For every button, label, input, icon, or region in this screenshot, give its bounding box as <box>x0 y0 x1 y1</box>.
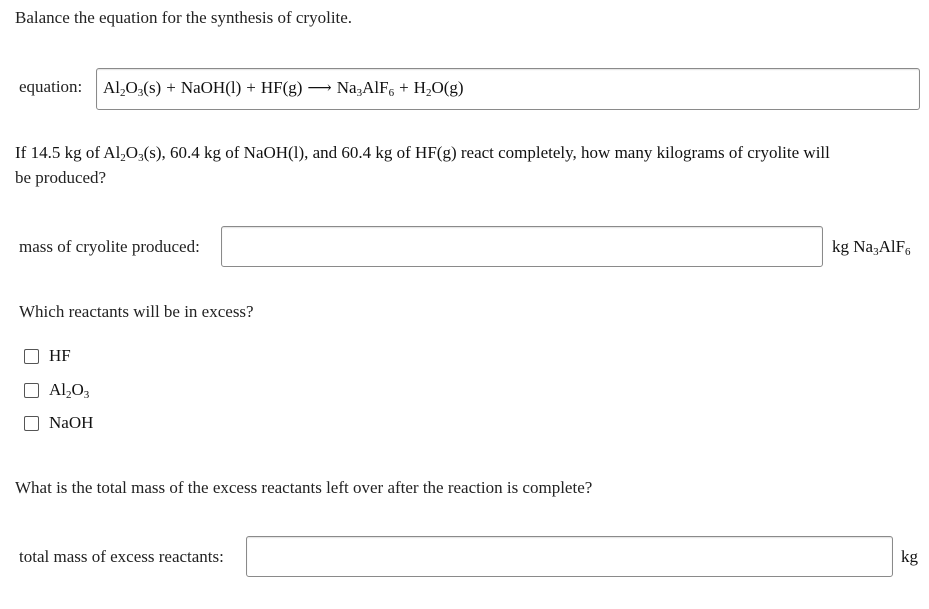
question-1-prompt: Balance the equation for the synthesis of cryolite. <box>15 8 353 27</box>
equation-text <box>103 78 464 98</box>
naoh-checkbox-label: NaOH <box>49 413 94 432</box>
eq-plus-1: + <box>166 78 176 97</box>
eq-plus-2: + <box>246 78 256 97</box>
question-3-prompt: Which reactants will be in excess? <box>19 302 254 321</box>
equation-label: equation: <box>19 77 83 96</box>
eq-na-sub: 3 <box>356 87 363 99</box>
unit-kg: kg <box>832 237 849 256</box>
eq-h: H <box>413 78 426 97</box>
eq-al: Al <box>103 78 120 97</box>
hf-checkbox[interactable] <box>24 349 39 364</box>
eq-h2o-rest: O(g) <box>431 78 464 97</box>
unit-alf: AlF <box>878 237 906 256</box>
eq-arrow: ⟶ <box>307 78 332 97</box>
unit-na: Na <box>853 237 874 256</box>
opt-al-sub: 2 <box>66 389 72 401</box>
al2o3-checkbox[interactable] <box>24 383 39 398</box>
q2-al-sub: 2 <box>120 152 126 164</box>
excess-mass-label: total mass of excess reactants: <box>19 547 224 566</box>
al2o3-checkbox-label <box>49 380 89 400</box>
opt-o-sub: 3 <box>83 389 90 401</box>
eq-f-sub: 6 <box>388 87 395 99</box>
q2-o: O <box>125 143 139 162</box>
cryolite-mass-unit <box>832 237 911 257</box>
unit-f-sub: 6 <box>905 246 911 258</box>
eq-h-sub: 2 <box>425 87 432 99</box>
eq-al2o3-state: (s) <box>143 78 162 97</box>
opt-al: Al <box>49 380 66 399</box>
q2-o-sub: 3 <box>138 152 144 164</box>
excess-mass-unit: kg <box>901 547 918 566</box>
eq-hf: HF(g) <box>260 78 303 97</box>
eq-plus-3: + <box>399 78 409 97</box>
excess-mass-input[interactable] <box>246 536 893 577</box>
cryolite-mass-label: mass of cryolite produced: <box>19 237 200 256</box>
unit-na-sub: 3 <box>873 246 879 258</box>
q2-part2: (s), 60.4 kg of NaOH(l), and 60.4 kg of HF(g) react completely, how many kilograms of cryolite will <box>143 143 830 162</box>
q2-al: Al <box>103 143 121 162</box>
question-4-prompt: What is the total mass of the excess reactants left over after the reaction is complete? <box>15 478 593 497</box>
eq-o: O <box>125 78 138 97</box>
eq-o-sub: 3 <box>137 87 144 99</box>
opt-o: O <box>71 380 84 399</box>
question-2-prompt <box>15 143 830 163</box>
eq-al-sub: 2 <box>120 87 126 99</box>
hf-checkbox-label: HF <box>49 346 71 365</box>
eq-na: Na <box>336 78 357 97</box>
eq-alf: AlF <box>362 78 389 97</box>
naoh-checkbox[interactable] <box>24 416 39 431</box>
cryolite-mass-input[interactable] <box>221 226 823 267</box>
question-2-prompt-line2: be produced? <box>15 168 107 187</box>
eq-naoh: NaOH(l) <box>180 78 242 97</box>
equation-input[interactable] <box>96 68 920 110</box>
q2-part1: If 14.5 kg of <box>15 143 100 162</box>
